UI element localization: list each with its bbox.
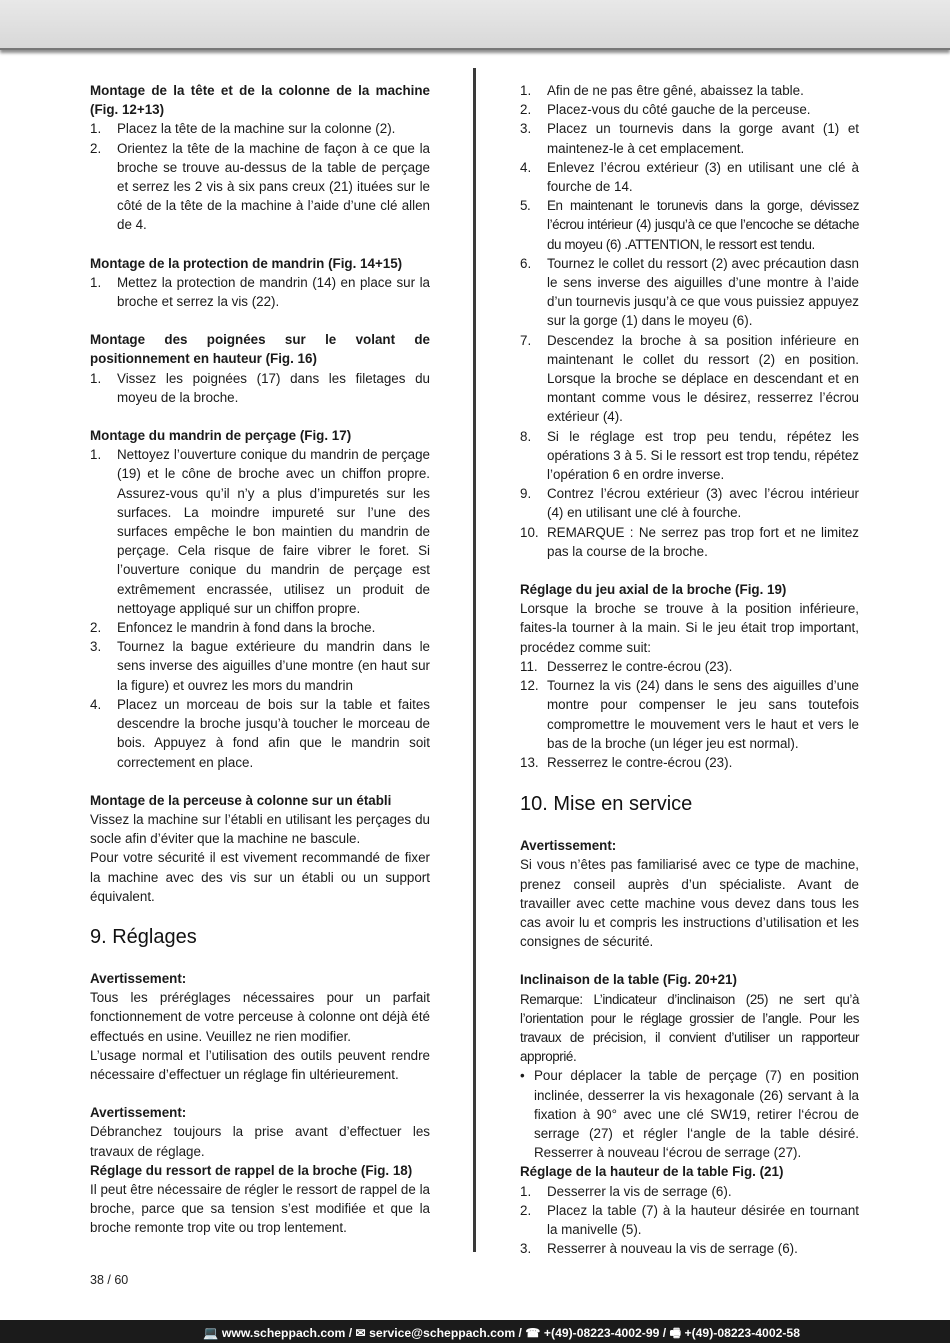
list-table-height <box>520 1182 859 1259</box>
paragraph: Si vous n’êtes pas familiarisé avec ce type de machine, prenez conseil auprès d’un spécialiste. Avant de travailler avec cette machine vous devez dans tous les cas avoir lu et compris les instructions d’utilisation et les consignes de sécurité. <box>520 857 859 950</box>
list-item: 4. Placez un morceau de bois sur la table et faites descendre la broche jusqu’à toucher le morceau de bois. Appuyez à fond afin que le mandrin soit correctement en place. <box>90 696 430 770</box>
list-axial-play <box>520 657 859 772</box>
list-item: 1. Nettoyez l’ouverture conique du mandrin de perçage (19) et le cône de broche avec un chiffon propre. Assurez-vous qu’il n’y a plus d’impuretés sur les surfaces. La moindre impureté sur l’une des surfaces empêche le bon maintien du mandrin de perçage. Cela risque de faire vibrer le foret. Si l’ouverture conique du mandrin de perçage est extrêmement encrassée, utilisez un produit de nettoyage appliqué sur un chiffon propre. <box>90 447 430 616</box>
section-title-return-spring: Réglage du ressort de rappel de la broche (Fig. 18) <box>90 1162 413 1178</box>
warning-title: Avertissement: <box>520 838 617 854</box>
list-item: 1. Afin de ne pas être gêné, abaissez la table. <box>520 83 804 98</box>
list-head-column <box>90 119 430 234</box>
bullet-list-table-tilt <box>520 1066 859 1162</box>
section-title-drill-chuck: Montage du mandrin de perçage (Fig. 17) <box>90 428 352 444</box>
list-item: 9. Contrez l’écrou extérieur (3) avec l’écrou intérieur (4) en utilisant une clé à fourche. <box>520 486 859 521</box>
list-item: 1. Vissez les poignées (17) dans les filetages du moyeu de la broche. <box>90 370 430 405</box>
list-item: 3. Resserrer à nouveau la vis de serrage (6). <box>520 1241 798 1257</box>
list-item: 3. Tournez la bague extérieure du mandrin dans le sens inverse des aiguilles d’une montre (en haut sur la figure) et ouvrez les mors du mandrin <box>90 639 430 693</box>
list-item: 12. Tournez la vis (24) dans le sens des aiguilles d’une montre pour compenser le jeu sans toutefois compromettre le mouvement vers le haut et vers le bas de la broche (un léger jeu est normal). <box>520 678 859 751</box>
list-handles <box>90 369 430 407</box>
paragraph: Pour votre sécurité il est vivement recommandé de fixer la machine avec des vis sur un établi ou un support équivalent. <box>90 850 430 904</box>
list-spring-adjust <box>520 81 859 561</box>
page-number: 38 / 60 <box>90 1273 129 1287</box>
list-item: 1. Mettez la protection de mandrin (14) en place sur la broche et serrez la vis (22). <box>90 274 430 310</box>
list-item: 10. REMARQUE : Ne serrez pas trop fort et ne limitez pas la course de la broche. <box>520 524 859 559</box>
list-item: 2. Enfoncez le mandrin à fond dans la broche. <box>90 620 376 636</box>
paragraph: Il peut être nécessaire de régler le ressort de rappel de la broche, parce que sa tension s’est modifiée et que la broche remonte trop vite ou trop lentement. <box>90 1181 430 1236</box>
chapter-heading-10: 10. Mise en service <box>520 793 693 816</box>
section-title-axial-play: Réglage du jeu axial de la broche (Fig. 19) <box>520 582 787 598</box>
column-divider <box>473 68 476 1252</box>
paragraph: L’usage normal et l’utilisation des outils peuvent rendre nécessaire d’effectuer un réglage fin ultérieurement. <box>90 1047 430 1082</box>
list-item: 7. Descendez la broche à sa position inférieure en maintenant le collet du ressort (2) en position. Lorsque la broche se déplace en descendant et en montant comme vous le désirez, resserrez l’écrou extérieur (4). <box>520 332 859 425</box>
section-title-chuck-guard: Montage de la protection de mandrin (Fig. 14+15) <box>90 255 403 271</box>
right-column <box>520 81 859 1258</box>
list-item: 1. Placez la tête de la machine sur la colonne (2). <box>90 121 396 137</box>
list-item: 3. Placez un tournevis dans la gorge avant (1) et maintenez-le à cet emplacement. <box>520 121 859 156</box>
section-title-head-column: Montage de la tête et de la colonne de la machine (Fig. 12+13) <box>90 83 430 118</box>
list-drill-chuck <box>90 445 430 771</box>
section-title-table-height: Réglage de la hauteur de la table Fig. (21) <box>520 1164 784 1180</box>
list-item: 13. Resserrez le contre-écrou (23). <box>520 754 733 770</box>
footer-contact-text: 💻 www.scheppach.com / ✉ service@scheppach.com / ☎ +(49)-08223-4002-99 / 🖷 +(49)-08223-4002-58 <box>203 1326 800 1340</box>
section-title-handles: Montage des poignées sur le volant de positionnement en hauteur (Fig. 16) <box>90 332 430 367</box>
list-item: 2. Placez la table (7) à la hauteur désirée en tournant la manivelle (5). <box>520 1202 859 1237</box>
list-item: 8. Si le réglage est trop peu tendu, répétez les opérations 3 à 5. Si le ressort est trop tendu, répétez l’opération 6 en ordre inverse. <box>520 428 859 483</box>
list-item: 6. Tournez le collet du ressort (2) avec précaution dasn le sens inverse des aiguilles d’une montre à l’aide d’un tournevis jusqu’à ce que vous puissiez appuyez sur la gorge (1) dans le moyeu (6). <box>520 255 859 329</box>
paragraph: Lorsque la broche se trouve à la position inférieure, faites-la tourner à la main. Si le jeu était trop important, procédez comme suit: <box>520 601 859 655</box>
paragraph: Débranchez toujours la prise avant d’effectuer les travaux de réglage. <box>90 1124 430 1159</box>
list-item: • Pour déplacer la table de perçage (7) en position inclinée, desserrer la vis hexagonale (26) servant à la fixation à 90° avec une clé SW19, retirer l‘écrou de serrage (27) et régler l‘angle de la table désiré. Resserrer à nouveau l‘écrou de serrage (27). <box>520 1068 859 1161</box>
section-title-workbench: Montage de la perceuse à colonne sur un établi <box>90 792 392 808</box>
paragraph: Tous les préréglages nécessaires pour un parfait fonctionnement de votre perceuse à colonne ont déjà été effectués en usine. Veuillez ne rien modifier. <box>90 990 430 1044</box>
list-item: 11. Desserrez le contre-écrou (23). <box>520 658 733 674</box>
list-item: 2. Placez-vous du côté gauche de la perceuse. <box>520 102 811 118</box>
list-item: 5. En maintenant le torunevis dans la gorge, dévissez l’écrou intérieur (4) jusqu’à ce que l’encoche se détache du moyeu (6) .ATTENTION, le ressort est tendu. <box>520 198 859 252</box>
top-header-bar <box>0 0 950 50</box>
paragraph: Remarque: L’indicateur d’inclinaison (25) ne sert qu’à l’orientation pour le réglage grossier de l’angle. Pour les travaux de précision, il convient d’utiliser un rapporteur approprié. <box>520 991 859 1065</box>
list-item: 1. Desserrer la vis de serrage (6). <box>520 1183 732 1199</box>
paragraph: Vissez la machine sur l’établi en utilisant les perçages du socle afin d’éviter que la machine ne bascule. <box>90 811 430 847</box>
warning-title: Avertissement: <box>90 1105 187 1121</box>
left-column <box>90 81 430 1238</box>
chapter-heading-9: 9. Réglages <box>90 925 197 948</box>
list-chuck-guard <box>90 273 430 311</box>
list-item: 2. Orientez la tête de la machine de façon à ce que la broche se trouve au-dessus de la table de perçage et serrez les 2 vis à six pans creux (21) ituées sur le côté de la tête de la machine à l’aide d’une clé allen de 4. <box>90 140 430 233</box>
list-item: 4. Enlevez l’écrou extérieur (3) en utilisant une clé à fourche de 14. <box>520 159 859 195</box>
footer-contact-bar <box>0 1320 950 1343</box>
warning-title: Avertissement: <box>90 970 187 986</box>
section-title-table-tilt: Inclinaison de la table (Fig. 20+21) <box>520 972 737 988</box>
